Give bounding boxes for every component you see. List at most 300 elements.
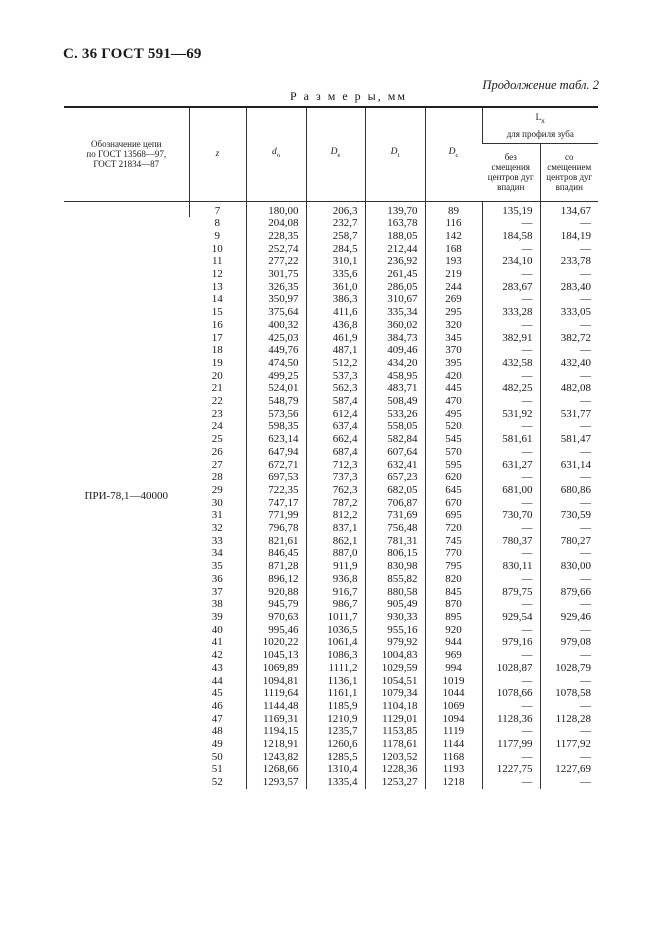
table-body	[64, 201, 598, 789]
cell-De: 1111,2	[306, 662, 365, 675]
cell-Dc: 745	[425, 535, 482, 548]
cell-Lx-without-offset: —	[482, 649, 540, 662]
cell-Dc: 845	[425, 586, 482, 599]
cell-De: 762,3	[306, 484, 365, 497]
header-with-offset	[540, 143, 598, 201]
cell-Lx-with-offset: —	[540, 268, 598, 281]
cell-Lx-without-offset: —	[482, 268, 540, 281]
cell-Dc: 320	[425, 319, 482, 332]
cell-z: 52	[211, 776, 223, 789]
cell-Di: 657,23	[365, 471, 425, 484]
cell-Lx-with-offset: 780,27	[540, 535, 598, 548]
cell-Di: 188,05	[365, 230, 425, 243]
cell-Di: 335,34	[365, 306, 425, 319]
cell-De: 361,0	[306, 281, 365, 294]
page-title: С. 36 ГОСТ 591—69	[63, 46, 202, 62]
cell-d0: 350,97	[246, 293, 306, 306]
cell-De: 1161,1	[306, 687, 365, 700]
cell-Dc: 370	[425, 344, 482, 357]
cell-d0: 1020,22	[246, 636, 306, 649]
header-designation-line: Обозначение цепи	[91, 139, 162, 150]
cell-Di: 139,70	[365, 201, 425, 217]
cell-Dc: 620	[425, 471, 482, 484]
cell-d0: 1094,81	[246, 675, 306, 688]
cell-z: 7	[189, 201, 246, 217]
cell-Dc: 969	[425, 649, 482, 662]
cell-z: 40	[211, 623, 223, 636]
table-row	[64, 201, 598, 217]
header-without-line: центров дуг	[487, 172, 534, 182]
cell-Di: 731,69	[365, 509, 425, 522]
cell-Di: 310,67	[365, 293, 425, 306]
cell-z: 39	[211, 611, 223, 623]
cell-Lx-without-offset: 730,70	[482, 509, 540, 522]
cell-Di: 955,16	[365, 624, 425, 637]
header-z: z	[189, 107, 246, 201]
cell-Lx-without-offset: —	[482, 420, 540, 433]
cell-Di: 607,64	[365, 446, 425, 459]
cell-z: 38	[211, 598, 223, 611]
cell-Dc: 1094	[425, 713, 482, 726]
header-with-line: со	[565, 152, 574, 162]
cell-Lx-with-offset: —	[540, 751, 598, 764]
cell-Di: 855,82	[365, 573, 425, 586]
cell-De: 1285,5	[306, 751, 365, 764]
cell-d0: 573,56	[246, 408, 306, 421]
cell-z: 26	[211, 445, 223, 458]
cell-De: 916,7	[306, 586, 365, 599]
cell-De: 1310,4	[306, 763, 365, 776]
cell-Lx-with-offset: —	[540, 522, 598, 535]
cell-Lx-with-offset: 233,78	[540, 255, 598, 268]
cell-Lx-without-offset: 1028,87	[482, 662, 540, 675]
cell-z: 14	[211, 293, 223, 306]
cell-Di: 930,33	[365, 611, 425, 624]
cell-Di: 1178,61	[365, 738, 425, 751]
cell-Dc: 570	[425, 446, 482, 459]
header-with-line: центров дуг	[546, 172, 593, 182]
cell-Lx-without-offset: 234,10	[482, 255, 540, 268]
cell-Dc: 445	[425, 382, 482, 395]
header-Di: $D_i$	[365, 107, 425, 201]
cell-Lx-without-offset: 780,37	[482, 535, 540, 548]
header-Lx-symbol: $L_x$	[535, 111, 545, 125]
cell-Lx-with-offset: —	[540, 573, 598, 586]
cell-z: 32	[211, 522, 223, 535]
cell-De: 1235,7	[306, 725, 365, 738]
header-Dc: $D_c$	[425, 107, 482, 201]
cell-d0: 1243,82	[246, 751, 306, 764]
table-header	[64, 107, 598, 201]
cell-Lx-with-offset: 1227,69	[540, 763, 598, 776]
cell-Lx-with-offset: —	[540, 370, 598, 383]
cell-De: 310,1	[306, 255, 365, 268]
cell-Dc: 1044	[425, 687, 482, 700]
cell-Dc: 244	[425, 281, 482, 294]
cell-Lx-with-offset: 631,14	[540, 459, 598, 472]
cell-Lx-with-offset: 1028,79	[540, 662, 598, 675]
cell-z: 23	[211, 407, 223, 420]
cell-Lx-without-offset: —	[482, 370, 540, 383]
cell-De: 386,3	[306, 293, 365, 306]
cell-De: 562,3	[306, 382, 365, 395]
cell-Dc: 470	[425, 395, 482, 408]
cell-Dc: 142	[425, 230, 482, 243]
cell-d0: 1194,15	[246, 725, 306, 738]
cell-d0: 180,00	[246, 201, 306, 217]
cell-Lx-with-offset: —	[540, 395, 598, 408]
cell-De: 936,8	[306, 573, 365, 586]
cell-d0: 277,22	[246, 255, 306, 268]
cell-z: 36	[211, 572, 223, 585]
cell-De: 232,7	[306, 217, 365, 230]
cell-d0: 598,35	[246, 420, 306, 433]
cell-Lx-without-offset: —	[482, 700, 540, 713]
cell-Lx-without-offset: 531,92	[482, 408, 540, 421]
cell-Dc: 219	[425, 268, 482, 281]
cell-Lx-with-offset: —	[540, 776, 598, 789]
cell-d0: 548,79	[246, 395, 306, 408]
cell-z: 50	[211, 750, 223, 763]
cell-Di: 632,41	[365, 459, 425, 472]
cell-z: 51	[211, 763, 223, 776]
cell-Di: 434,20	[365, 357, 425, 370]
cell-z: 20	[211, 369, 223, 382]
cell-Lx-without-offset: 581,61	[482, 433, 540, 446]
cell-d0: 1293,57	[246, 776, 306, 789]
cell-z: 11	[211, 255, 223, 268]
cell-Lx-with-offset: 1177,92	[540, 738, 598, 751]
cell-Dc: 1218	[425, 776, 482, 789]
cell-z: 44	[211, 674, 223, 687]
cell-Lx-without-offset: —	[482, 547, 540, 560]
cell-z: 30	[211, 496, 223, 509]
cell-Di: 483,71	[365, 382, 425, 395]
cell-De: 687,4	[306, 446, 365, 459]
cell-De: 1086,3	[306, 649, 365, 662]
cell-z: 17	[211, 331, 223, 344]
cell-d0: 1119,64	[246, 687, 306, 700]
cell-Lx-with-offset: —	[540, 217, 598, 230]
cell-d0: 449,76	[246, 344, 306, 357]
cell-Dc: 168	[425, 243, 482, 256]
cell-d0: 747,17	[246, 497, 306, 510]
cell-Lx-without-offset: —	[482, 293, 540, 306]
cell-z: 25	[211, 433, 223, 446]
cell-Dc: 395	[425, 357, 482, 370]
header-designation-line: по ГОСТ 13568—97,	[86, 149, 167, 160]
cell-z: 18	[211, 344, 223, 357]
cell-z: 45	[211, 687, 223, 700]
cell-Lx-without-offset: 830,11	[482, 560, 540, 573]
cell-Di: 682,05	[365, 484, 425, 497]
cell-Di: 261,45	[365, 268, 425, 281]
cell-De: 411,6	[306, 306, 365, 319]
cell-d0: 204,08	[246, 217, 306, 230]
cell-De: 887,0	[306, 547, 365, 560]
dimensions-table	[64, 106, 598, 789]
cell-De: 1061,4	[306, 636, 365, 649]
cell-Lx-without-offset: —	[482, 471, 540, 484]
cell-Di: 558,05	[365, 420, 425, 433]
cell-Lx-with-offset: 482,08	[540, 382, 598, 395]
cell-Di: 880,58	[365, 586, 425, 599]
cell-d0: 1169,31	[246, 713, 306, 726]
cell-d0: 821,61	[246, 535, 306, 548]
cell-Di: 905,49	[365, 598, 425, 611]
header-d0: $d_о$	[246, 107, 306, 201]
cell-d0: 771,99	[246, 509, 306, 522]
cell-d0: 970,63	[246, 611, 306, 624]
cell-d0: 1069,89	[246, 662, 306, 675]
cell-De: 986,7	[306, 598, 365, 611]
cell-z: 47	[211, 712, 223, 725]
cell-Lx-without-offset: 135,19	[482, 201, 540, 217]
cell-Di: 582,84	[365, 433, 425, 446]
header-profile: для профиля зуба	[506, 128, 574, 139]
cell-Lx-with-offset: 730,59	[540, 509, 598, 522]
cell-Lx-without-offset: 382,91	[482, 332, 540, 345]
cell-z: 46	[211, 699, 223, 712]
cell-designation: ПРИ-78,1—40000	[84, 490, 168, 503]
cell-Dc: 920	[425, 624, 482, 637]
cell-De: 206,3	[306, 201, 365, 217]
cell-Dc: 520	[425, 420, 482, 433]
cell-d0: 1268,66	[246, 763, 306, 776]
cell-Lx-without-offset: 432,58	[482, 357, 540, 370]
cell-Lx-without-offset: 879,75	[482, 586, 540, 599]
table-continuation-note: Продолжение табл. 2	[482, 78, 599, 92]
header-with-line: впадин	[555, 182, 583, 192]
cell-De: 258,7	[306, 230, 365, 243]
cell-z: 41	[211, 636, 223, 649]
cell-Di: 979,92	[365, 636, 425, 649]
cell-Lx-with-offset: 929,46	[540, 611, 598, 624]
cell-Lx-without-offset: —	[482, 243, 540, 256]
cell-Di: 830,98	[365, 560, 425, 573]
cell-Lx-without-offset: —	[482, 395, 540, 408]
cell-Lx-with-offset: —	[540, 471, 598, 484]
cell-Dc: 1069	[425, 700, 482, 713]
cell-Lx-with-offset: 184,19	[540, 230, 598, 243]
cell-z: 10	[211, 242, 223, 255]
header-designation-line: ГОСТ 21834—87	[93, 159, 160, 170]
cell-z: 33	[211, 534, 223, 547]
cell-Lx-with-offset: 979,08	[540, 636, 598, 649]
cell-d0: 672,71	[246, 459, 306, 472]
cell-De: 637,4	[306, 420, 365, 433]
cell-z: 29	[211, 483, 223, 496]
cell-Lx-without-offset: 1078,66	[482, 687, 540, 700]
cell-d0: 524,01	[246, 382, 306, 395]
cell-Di: 360,02	[365, 319, 425, 332]
cell-Lx-with-offset: —	[540, 243, 598, 256]
cell-Lx-with-offset: 680,86	[540, 484, 598, 497]
cell-Lx-with-offset: 1128,28	[540, 713, 598, 726]
cell-Dc: 695	[425, 509, 482, 522]
cell-De: 587,4	[306, 395, 365, 408]
cell-De: 284,5	[306, 243, 365, 256]
cell-z: 12	[211, 268, 223, 281]
cell-Lx-with-offset: —	[540, 675, 598, 688]
cell-d0: 1218,91	[246, 738, 306, 751]
cell-z: 35	[211, 560, 223, 573]
cell-d0: 228,35	[246, 230, 306, 243]
cell-Lx-with-offset: —	[540, 293, 598, 306]
cell-Di: 1253,27	[365, 776, 425, 789]
cell-z: 27	[211, 458, 223, 471]
cell-Lx-without-offset: 631,27	[482, 459, 540, 472]
cell-De: 1260,6	[306, 738, 365, 751]
header-without-line: впадин	[497, 182, 525, 192]
cell-Dc: 1144	[425, 738, 482, 751]
header-designation	[64, 107, 189, 201]
cell-Lx-without-offset: 1177,99	[482, 738, 540, 751]
cell-De: 1136,1	[306, 675, 365, 688]
cell-d0: 896,12	[246, 573, 306, 586]
cell-Lx-with-offset: —	[540, 700, 598, 713]
cell-Lx-without-offset: 333,28	[482, 306, 540, 319]
cell-Lx-without-offset: 1128,36	[482, 713, 540, 726]
cell-De: 911,9	[306, 560, 365, 573]
dimensions-table-wrapper	[64, 106, 598, 789]
cell-d0: 945,79	[246, 598, 306, 611]
cell-Dc: 1168	[425, 751, 482, 764]
cell-Lx-without-offset: —	[482, 725, 540, 738]
cell-Lx-without-offset: —	[482, 675, 540, 688]
cell-De: 1210,9	[306, 713, 365, 726]
cell-De: 512,2	[306, 357, 365, 370]
cell-z: 42	[211, 649, 223, 662]
cell-Lx-with-offset: —	[540, 420, 598, 433]
cell-Dc: 295	[425, 306, 482, 319]
cell-Lx-without-offset: —	[482, 446, 540, 459]
cell-Dc: 89	[425, 201, 482, 217]
cell-z: 49	[211, 738, 223, 751]
cell-z: 43	[211, 661, 223, 674]
cell-d0: 1144,48	[246, 700, 306, 713]
cell-Di: 1129,01	[365, 713, 425, 726]
cell-Di: 384,73	[365, 332, 425, 345]
cell-Di: 756,48	[365, 522, 425, 535]
cell-Lx-without-offset: —	[482, 776, 540, 789]
cell-Di: 1228,36	[365, 763, 425, 776]
cell-Dc: 944	[425, 636, 482, 649]
header-without-line: без	[504, 152, 517, 162]
cell-d0: 722,35	[246, 484, 306, 497]
cell-d0: 995,46	[246, 624, 306, 637]
cell-De: 461,9	[306, 332, 365, 345]
cell-Lx-with-offset: —	[540, 725, 598, 738]
cell-Di: 1054,51	[365, 675, 425, 688]
cell-d0: 375,64	[246, 306, 306, 319]
header-Lx	[482, 107, 598, 143]
header-with-line: смещением	[547, 162, 592, 172]
cell-Lx-without-offset: 184,58	[482, 230, 540, 243]
cell-Di: 781,31	[365, 535, 425, 548]
cell-Lx-with-offset: —	[540, 547, 598, 560]
cell-Lx-with-offset: —	[540, 649, 598, 662]
cell-z: 24	[211, 420, 223, 433]
cell-Lx-with-offset: —	[540, 319, 598, 332]
cell-Lx-without-offset: —	[482, 497, 540, 510]
cell-z: 37	[211, 585, 223, 598]
cell-d0: 796,78	[246, 522, 306, 535]
cell-Lx-with-offset: 333,05	[540, 306, 598, 319]
cell-Di: 1079,34	[365, 687, 425, 700]
cell-Di: 706,87	[365, 497, 425, 510]
units-caption: Р а з м е р ы, мм	[290, 89, 407, 103]
cell-De: 1036,5	[306, 624, 365, 637]
cell-De: 335,6	[306, 268, 365, 281]
cell-d0: 871,28	[246, 560, 306, 573]
cell-Lx-with-offset: —	[540, 446, 598, 459]
cell-Di: 286,05	[365, 281, 425, 294]
cell-Dc: 269	[425, 293, 482, 306]
cell-d0: 400,32	[246, 319, 306, 332]
cell-Dc: 795	[425, 560, 482, 573]
cell-De: 487,1	[306, 344, 365, 357]
cell-Di: 1104,18	[365, 700, 425, 713]
cell-Lx-with-offset: 382,72	[540, 332, 598, 345]
cell-Di: 409,46	[365, 344, 425, 357]
cell-Lx-with-offset: 1078,58	[540, 687, 598, 700]
cell-Di: 212,44	[365, 243, 425, 256]
cell-d0: 920,88	[246, 586, 306, 599]
cell-De: 812,2	[306, 509, 365, 522]
cell-Dc: 720	[425, 522, 482, 535]
cell-z: 48	[211, 725, 223, 738]
cell-d0: 326,35	[246, 281, 306, 294]
cell-z: 28	[211, 471, 223, 484]
cell-z: 8	[214, 217, 220, 230]
cell-Dc: 595	[425, 459, 482, 472]
header-without-line: смещения	[491, 162, 530, 172]
cell-Lx-without-offset: 283,67	[482, 281, 540, 294]
cell-Dc: 895	[425, 611, 482, 624]
cell-De: 537,3	[306, 370, 365, 383]
cell-De: 612,4	[306, 408, 365, 421]
cell-Lx-with-offset: —	[540, 624, 598, 637]
cell-z: 13	[211, 280, 223, 293]
cell-Lx-without-offset: —	[482, 598, 540, 611]
cell-De: 1335,4	[306, 776, 365, 789]
cell-z: 9	[214, 229, 220, 242]
cell-Dc: 495	[425, 408, 482, 421]
cell-Dc: 345	[425, 332, 482, 345]
header-without-offset	[482, 143, 540, 201]
cell-Lx-with-offset: 283,40	[540, 281, 598, 294]
cell-Lx-without-offset: 979,16	[482, 636, 540, 649]
cell-z: 15	[211, 306, 223, 319]
cell-d0: 474,50	[246, 357, 306, 370]
cell-Dc: 1119	[425, 725, 482, 738]
cell-Lx-without-offset: —	[482, 624, 540, 637]
cell-De: 436,8	[306, 319, 365, 332]
cell-Dc: 116	[425, 217, 482, 230]
cell-De: 862,1	[306, 535, 365, 548]
cell-Di: 163,78	[365, 217, 425, 230]
cell-Lx-with-offset: 531,77	[540, 408, 598, 421]
cell-d0: 425,03	[246, 332, 306, 345]
header-De: $D_e$	[306, 107, 365, 201]
cell-Di: 1203,52	[365, 751, 425, 764]
cell-Dc: 420	[425, 370, 482, 383]
cell-d0: 499,25	[246, 370, 306, 383]
cell-Di: 458,95	[365, 370, 425, 383]
cell-Lx-without-offset: —	[482, 344, 540, 357]
cell-z: 22	[211, 395, 223, 408]
